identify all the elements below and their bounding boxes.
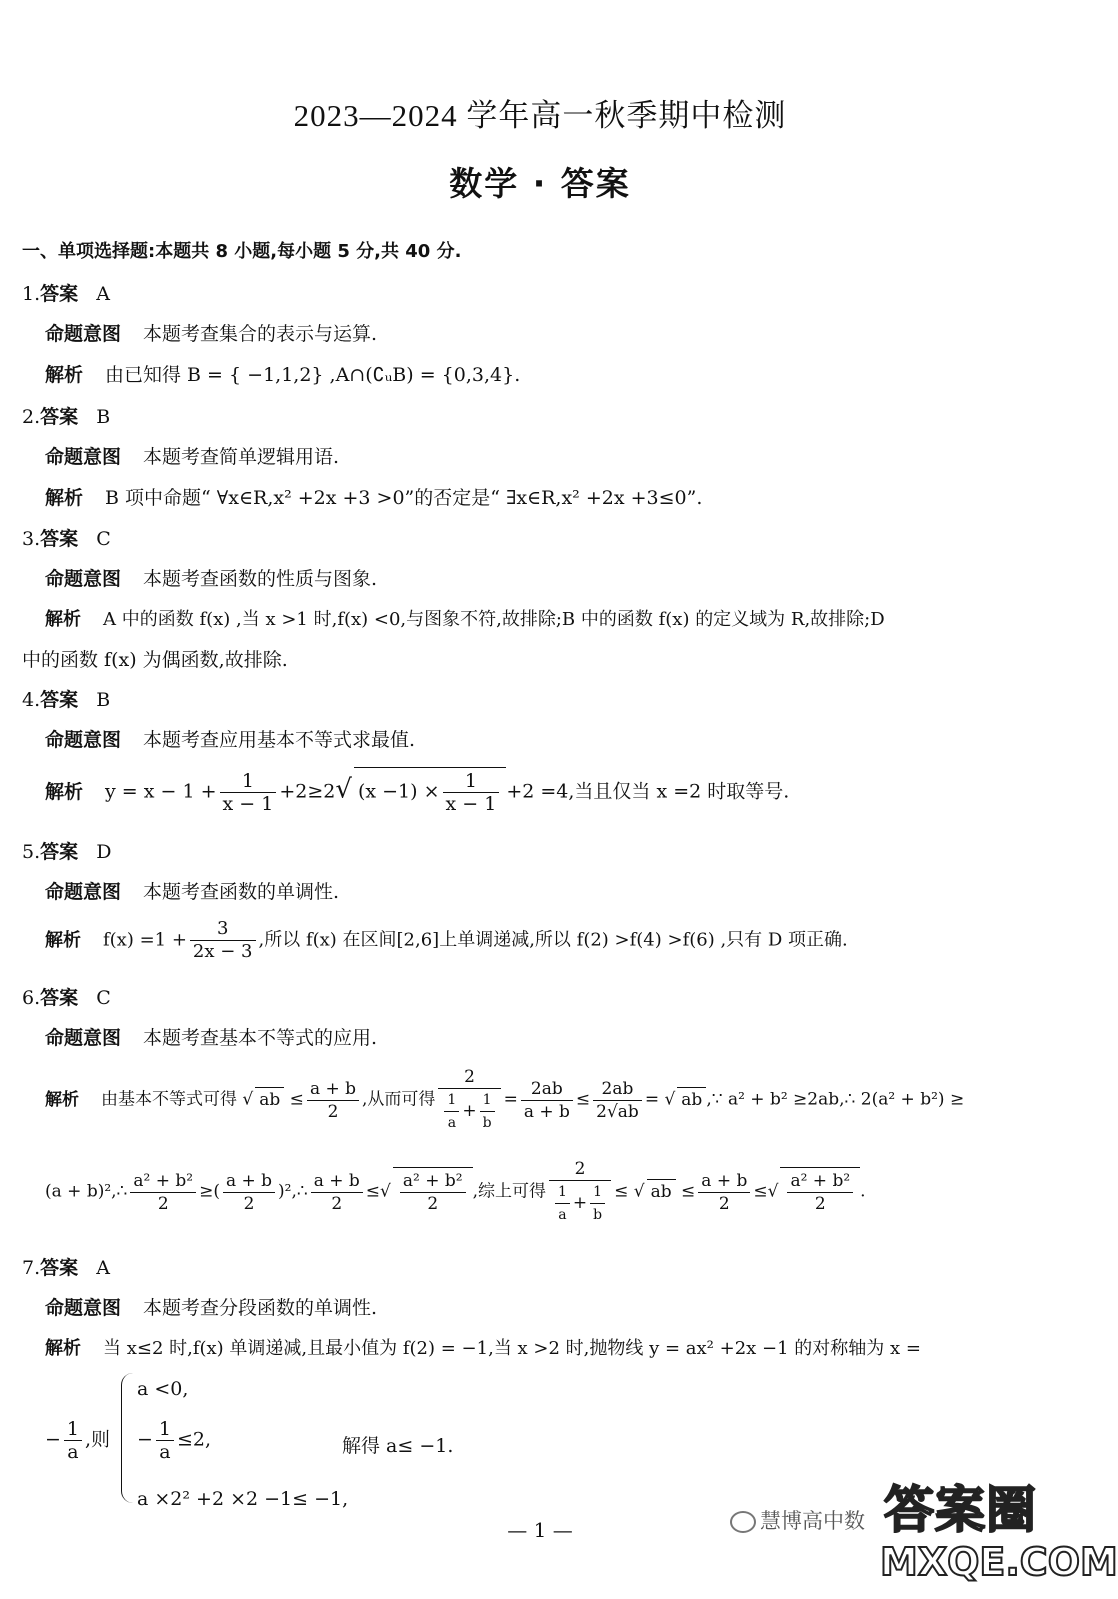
q6-analysis2-pre: (a + b)²,∴ (45, 1181, 128, 1202)
q6-analysis-a: ,从而可得 (362, 1089, 436, 1110)
q6-intent: 本题考查基本不等式的应用. (143, 1027, 378, 1049)
intent-label: 命题意图 (45, 568, 122, 590)
q2-analysis-line (45, 483, 702, 510)
page-subtitle: 数学 · 答案 (449, 164, 631, 203)
intent-label: 命题意图 (45, 1027, 122, 1049)
answer-label: 答案 (40, 1257, 79, 1279)
q6-analysis-pre: 由基本不等式可得 (101, 1089, 237, 1110)
q1-answer-line (22, 279, 110, 306)
q7-solve: 解得 a≤ −1. (342, 1435, 454, 1457)
q7-analysis: 当 x≤2 时,f(x) 单调递减,且最小值为 f(2) = −1,当 x >2 时,抛物线 y = ax² +2x −1 的对称轴为 x = (103, 1338, 921, 1359)
q7-case-1: a <0, (137, 1378, 189, 1400)
q5-answer: D (96, 841, 112, 863)
fraction: $\frac{1}{x - 1}$ (220, 770, 277, 815)
q6-answer: C (96, 987, 111, 1009)
q1-intent-line (45, 319, 377, 346)
sqrt-expr: (x −1) × $\frac{1}{x - 1}$ (354, 767, 506, 815)
q2-answer: B (96, 406, 111, 428)
q2-answer-line (22, 402, 110, 429)
q6-analysis2-mid: ,综上可得 (472, 1181, 546, 1202)
q6-number: 6. (22, 987, 41, 1009)
intent-label: 命题意图 (45, 446, 122, 468)
q6-analysis2-end: . (860, 1181, 866, 1202)
page-title: 2023—2024 学年高一秋季期中检测 (293, 98, 787, 133)
q6-analysis-cont: (a + b)²,∴ $\frac{\text{a² + b²}}{2}$ ≥( $\frac{a + b}{2}$ )²,∴ $\frac{a + b}{2}$ ≤√ $\frac{\text{a² + b²}}{2}$ ,综上可得 2 $\frac{1}{a}$ + $\frac{1}{b}$ ≤ √ ab ≤ $\frac{a + b}{2}$ ≤√ $\frac{\text{a² + b²}}{2}$ . (45, 1159, 866, 1223)
q6-analysis-line: 解析 由基本不等式可得 √ ab ≤ $\frac{a + b}{2}$ ,从而可得 2 $\frac{1}{a}$ + $\frac{1}{b}$ = $\frac{2ab}{a + b}$ ≤ $\frac{2ab}{2√ab}$ = √ ab ,∵ a² + b² ≥2ab,∴ 2(a² + b²) ≥ (45, 1067, 965, 1131)
q4-analysis-mid: +2≥2 (279, 780, 336, 803)
analysis-label: 解析 (45, 609, 81, 630)
q2-intent: 本题考查简单逻辑用语. (143, 446, 340, 468)
q7-case-2-text: ≤2, (177, 1428, 212, 1451)
q7-number: 7. (22, 1257, 41, 1279)
q7-answer-line (22, 1253, 110, 1280)
q5-number: 5. (22, 841, 41, 863)
q2-intent-line (45, 442, 339, 469)
q4-analysis-pre: y = x − 1 + (105, 780, 217, 803)
analysis-label: 解析 (45, 780, 84, 803)
logo-bottom-text: MXQE.COM (880, 1540, 1118, 1584)
analysis-label: 解析 (45, 929, 81, 951)
analysis-label: 解析 (45, 364, 84, 386)
q4-number: 4. (22, 689, 41, 711)
q1-intent: 本题考查集合的表示与运算. (143, 323, 378, 345)
q1-number: 1. (22, 283, 41, 305)
q7-case-3: a ×2² +2 ×2 −1≤ −1, (137, 1488, 349, 1510)
q5-analysis-post: ,所以 f(x) 在区间[2,6]上单调递减,所以 f(2) >f(4) >f(6) ,只有 D 项正确. (258, 929, 848, 951)
intent-label: 命题意图 (45, 881, 122, 903)
site-logo (878, 1470, 1118, 1588)
q2-analysis: B 项中命题“ ∀x∈R,x² +2x +3 >0”的否定是“ ∃x∈R,x² +2x +3≤0”. (105, 487, 703, 509)
analysis-label: 解析 (45, 1338, 81, 1359)
intent-label: 命题意图 (45, 1297, 122, 1319)
q5-answer-line (22, 837, 112, 864)
page-number: — 1 — (507, 1518, 573, 1542)
q5-analysis-line (45, 918, 848, 963)
q5-analysis-pre: f(x) =1 + (103, 929, 187, 951)
q7-analysis-line (45, 1334, 921, 1360)
q3-analysis: A 中的函数 f(x) ,当 x >1 时,f(x) <0,与图象不符,故排除;B 中的函数 f(x) 的定义域为 R,故排除;D (103, 609, 885, 630)
fraction: $\frac{3}{2x - 3}$ (190, 918, 256, 963)
q1-answer: A (96, 283, 111, 305)
answer-label: 答案 (40, 689, 79, 711)
q1-analysis: 由已知得 B = { −1,1,2} ,A∩(∁ᵤB) = {0,3,4}. (105, 364, 521, 386)
analysis-label: 解析 (45, 487, 84, 509)
wechat-icon (730, 1511, 756, 1533)
analysis-label: 解析 (45, 1089, 79, 1110)
q6-intent-line (45, 1023, 377, 1050)
q4-answer: B (96, 689, 111, 711)
q7-case-2: − $\frac{1}{a}$ ≤2, (137, 1418, 212, 1463)
q7-intent: 本题考查分段函数的单调性. (143, 1297, 378, 1319)
q4-analysis-line: 解析 y = x − 1 + $\frac{1}{x - 1}$ +2≥2√ (x −1) × $\frac{1}{x - 1}$ +2 =4,当且仅当 x =2 时取等号. (45, 767, 789, 815)
system-brace (121, 1373, 136, 1503)
watermark (730, 1505, 865, 1535)
q1-analysis-line (45, 360, 520, 387)
q4-intent-line (45, 725, 415, 752)
intent-label: 命题意图 (45, 323, 122, 345)
q3-answer: C (96, 528, 111, 550)
q6-answer-line (22, 983, 111, 1010)
answer-label: 答案 (40, 406, 79, 428)
answer-label: 答案 (40, 987, 79, 1009)
q3-intent: 本题考查函数的性质与图象. (143, 568, 378, 590)
q7-answer: A (96, 1257, 111, 1279)
q3-number: 3. (22, 528, 41, 550)
answer-label: 答案 (40, 528, 79, 550)
q3-analysis-line (45, 605, 885, 631)
q6-analysis-b: ,∵ a² + b² ≥2ab,∴ 2(a² + b²) ≥ (706, 1089, 965, 1110)
logo-top-text: 答案圈 (884, 1481, 1037, 1539)
q3-answer-line (22, 524, 111, 551)
q2-number: 2. (22, 406, 41, 428)
q7-symmetry-axis: − $\frac{1}{a}$ ,则 (45, 1418, 111, 1463)
q4-answer-line (22, 685, 110, 712)
q3-intent-line (45, 564, 377, 591)
intent-label: 命题意图 (45, 729, 122, 751)
q4-intent: 本题考查应用基本不等式求最值. (143, 729, 416, 751)
answer-label: 答案 (40, 841, 79, 863)
section-heading: 一、单项选择题:本题共 8 小题,每小题 5 分,共 40 分. (22, 241, 462, 262)
q7-intent-line (45, 1293, 377, 1320)
answer-label: 答案 (40, 283, 79, 305)
q5-intent-line (45, 877, 339, 904)
watermark-text: 慧博高中数 (760, 1509, 865, 1533)
q5-intent: 本题考查函数的单调性. (143, 881, 340, 903)
q4-analysis-post: +2 =4,当且仅当 x =2 时取等号. (506, 780, 790, 803)
q7-then: ,则 (85, 1428, 111, 1451)
q3-analysis-cont: 中的函数 f(x) 为偶函数,故排除. (22, 649, 288, 671)
